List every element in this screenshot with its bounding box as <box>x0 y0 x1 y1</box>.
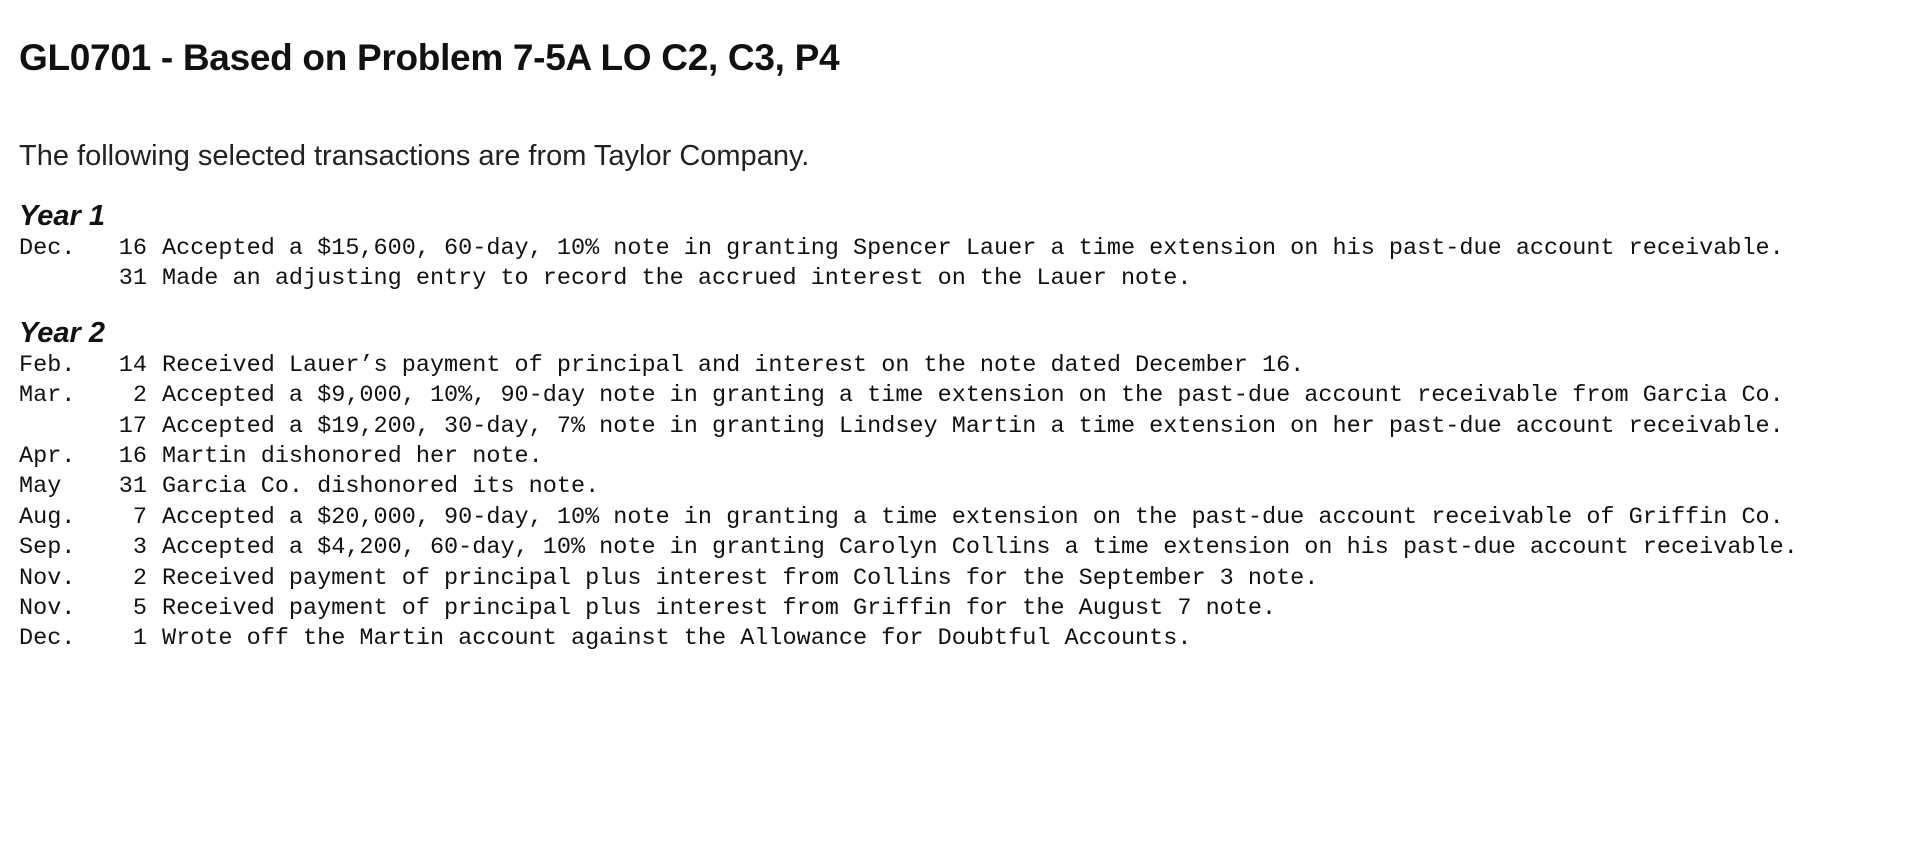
transaction-row <box>19 442 1931 472</box>
column-gap <box>147 503 162 533</box>
transaction-description: Received payment of principal plus interest from Griffin for the August 7 note. <box>162 595 1277 623</box>
transaction-month: Sep. <box>19 534 76 562</box>
transaction-month: Nov. <box>19 564 76 592</box>
transaction-row <box>19 381 1931 411</box>
transaction-row <box>19 412 1931 442</box>
transaction-description: Received Lauer’s payment of principal and interest on the note dated December 16. <box>162 351 1305 379</box>
transaction-row <box>19 234 1931 264</box>
transaction-day: 7 <box>132 503 147 531</box>
transaction-description: Accepted a $19,200, 30-day, 7% note in granting Lindsey Martin a time extension on her past-due account receivable. <box>162 412 1784 440</box>
transaction-day: 2 <box>132 382 147 410</box>
column-gap <box>147 472 162 502</box>
transaction-day: 17 <box>118 412 147 440</box>
transaction-description: Accepted a $20,000, 90-day, 10% note in granting a time extension on the past-due account receivable of Griffin Co. <box>162 503 1784 531</box>
transaction-month: Mar. <box>19 382 76 410</box>
column-gap <box>147 381 162 411</box>
transaction-row <box>19 594 1931 624</box>
transaction-day: 14 <box>118 351 147 379</box>
transaction-description: Wrote off the Martin account against the Allowance for Doubtful Accounts. <box>162 625 1192 653</box>
transaction-row <box>19 472 1931 502</box>
transaction-row <box>19 264 1931 294</box>
transaction-description: Made an adjusting entry to record the accrued interest on the Lauer note. <box>162 265 1192 293</box>
column-gap <box>147 624 162 654</box>
year-2-heading: Year 2 <box>19 316 105 349</box>
transaction-month: Aug. <box>19 503 76 531</box>
transaction-month: Dec. <box>19 625 76 653</box>
transaction-day: 3 <box>132 534 147 562</box>
transaction-row <box>19 624 1931 654</box>
column-gap <box>147 234 162 264</box>
transaction-description: Received payment of principal plus interest from Collins for the September 3 note. <box>162 564 1319 592</box>
problem-title: GL0701 - Based on Problem 7-5A LO C2, C3, P4 <box>19 37 840 78</box>
transaction-description: Accepted a $4,200, 60-day, 10% note in granting Carolyn Collins a time extension on his past-due account receivable. <box>162 534 1798 562</box>
transaction-month <box>19 264 93 294</box>
intro-text: The following selected transactions are from Taylor Company. <box>19 140 810 172</box>
transaction-day: 16 <box>118 235 147 262</box>
transaction-row <box>19 533 1931 563</box>
transaction-day: 5 <box>132 595 147 623</box>
transaction-month: Apr. <box>19 443 76 471</box>
transaction-day: 31 <box>118 473 147 501</box>
transaction-description: Accepted a $15,600, 60-day, 10% note in granting Spencer Lauer a time extension on his past-due account receivable. <box>162 235 1784 262</box>
transaction-month: May <box>19 473 62 501</box>
column-gap <box>147 351 162 381</box>
transaction-month: Feb. <box>19 351 76 379</box>
transaction-description: Martin dishonored her note. <box>162 443 543 471</box>
transaction-description: Accepted a $9,000, 10%, 90-day note in granting a time extension on the past-due account receivable from Garcia Co. <box>162 382 1784 410</box>
year-1-transactions <box>19 234 1931 295</box>
column-gap <box>147 564 162 594</box>
year-2-transactions <box>19 351 1931 655</box>
column-gap <box>147 264 162 294</box>
transaction-day: 2 <box>132 564 147 592</box>
transaction-day: 1 <box>132 625 147 653</box>
transaction-month: Dec. <box>19 235 76 262</box>
column-gap <box>147 412 162 442</box>
transaction-day: 31 <box>118 265 147 293</box>
transaction-description: Garcia Co. dishonored its note. <box>162 473 600 501</box>
column-gap <box>147 594 162 624</box>
column-gap <box>147 533 162 563</box>
transaction-month: Nov. <box>19 595 76 623</box>
transaction-row <box>19 351 1931 381</box>
transaction-month <box>19 412 93 442</box>
transaction-row <box>19 503 1931 533</box>
column-gap <box>147 442 162 472</box>
year-1-heading: Year 1 <box>19 200 105 232</box>
transaction-day: 16 <box>118 443 147 471</box>
transaction-row <box>19 564 1931 594</box>
